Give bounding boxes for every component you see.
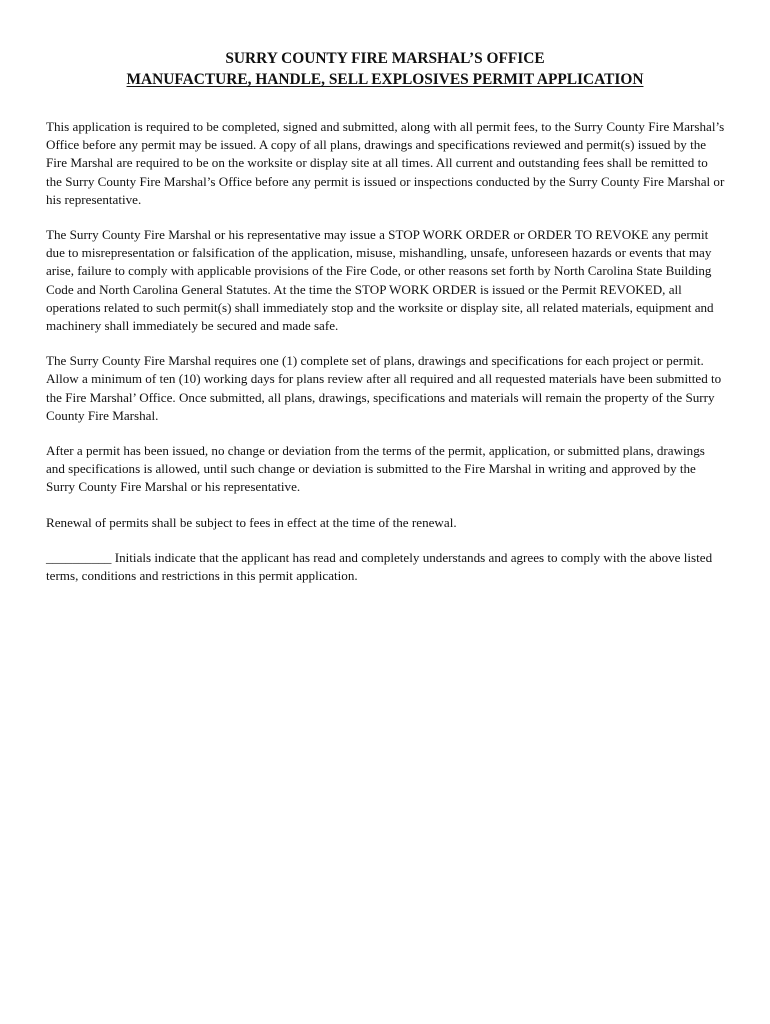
document-body [46, 118, 726, 585]
paragraph-submission-requirements: This application is required to be completed, signed and submitted, along with all permit fees, to the Surry County Fire Marshal’s Office before any permit may be issued. A copy of all plans, drawings and specifications reviewed and permit(s) issued by the Fire Marshal are required to be on the worksite or display site at all times. All current and outstanding fees shall be remitted to the Surry County Fire Marshal’s Office before any permit is issued or inspections conducted by the Surry County Fire Marshal or his representative. [46, 119, 725, 207]
document-header [0, 48, 770, 90]
initials-statement: __________ Initials indicate that the applicant has read and completely understands and agrees to comply with the above listed terms, conditions and restrictions in this permit application. [46, 549, 713, 584]
application-title: MANUFACTURE, HANDLE, SELL EXPLOSIVES PERMIT APPLICATION [126, 71, 644, 88]
paragraph-permit-changes: After a permit has been issued, no change or deviation from the terms of the permit, application, or submitted plans, drawings and specifications is allowed, until such change or deviation is submitted to the Fire Marshal in writing and approved by the Surry County Fire Marshal or his representative. [46, 443, 705, 495]
paragraph-plans-review: The Surry County Fire Marshal requires one (1) complete set of plans, drawings and specifications for each project or permit. Allow a minimum of ten (10) working days for plans review after all required and all requested materials have been submitted to the Fire Marshal’ Office. Once submitted, all plans, drawings, specifications and materials will remain the property of the Surry County Fire Marshal. [46, 353, 722, 423]
paragraph-stop-work-order: The Surry County Fire Marshal or his representative may issue a STOP WORK ORDER or ORDER TO REVOKE any permit due to misrepresentation or falsification of the application, misuse, mishandling, unsafe, unforeseen hazards or events that may arise, failure to comply with applicable provisions of the Fire Code, or other reasons set forth by North Carolina State Building Code and North Carolina General Statutes. At the time the STOP WORK ORDER is issued or the Permit REVOKED, all operations related to such permit(s) shall immediately stop and the worksite or display site, all related materials, equipment and machinery shall immediately be secured and made safe. [46, 227, 714, 334]
office-title: SURRY COUNTY FIRE MARSHAL’S OFFICE [225, 50, 545, 67]
paragraph-renewal: Renewal of permits shall be subject to fees in effect at the time of the renewal. [46, 514, 457, 530]
